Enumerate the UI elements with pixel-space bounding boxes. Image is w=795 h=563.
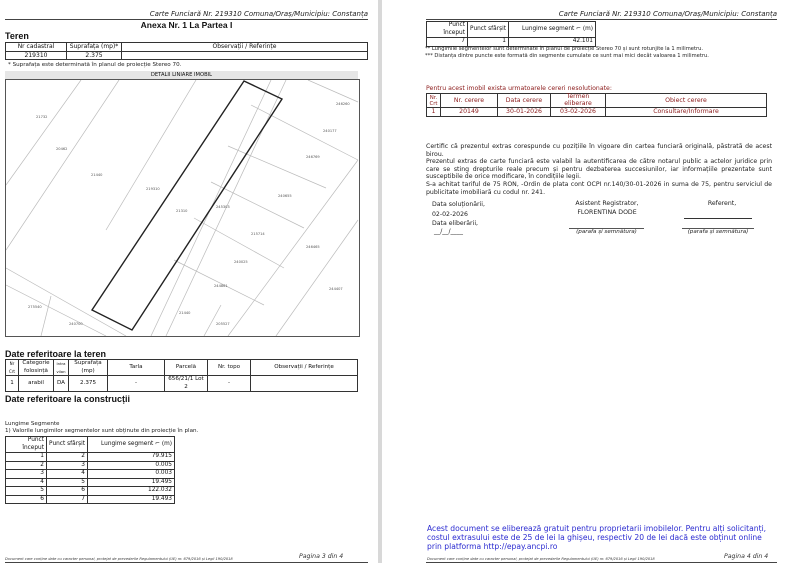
date-teren-table bbox=[5, 359, 358, 392]
col-header: Lungime segment ⌐ (m) bbox=[88, 437, 175, 453]
header-rule bbox=[426, 19, 777, 20]
col-header: Lungime segment ⌐ (m) bbox=[509, 22, 596, 38]
col-header: Punct început bbox=[6, 437, 47, 453]
cell: 3 bbox=[47, 461, 88, 470]
asistent-label: Asistent Registrator, bbox=[575, 200, 639, 207]
cell: 4 bbox=[47, 470, 88, 479]
teren-table bbox=[5, 42, 368, 60]
col-header: Punct început bbox=[427, 22, 468, 38]
parcel-map bbox=[5, 79, 360, 337]
svg-text:21440: 21440 bbox=[179, 311, 191, 315]
cell: 122.032 bbox=[88, 487, 175, 496]
col-header: Data cerere bbox=[498, 94, 551, 108]
cell: 7 bbox=[427, 38, 468, 47]
referent-signature-line bbox=[684, 218, 752, 219]
col-header: Tarla bbox=[108, 360, 165, 376]
page-4 bbox=[382, 0, 795, 563]
date-teren-heading: Date referitoare la teren bbox=[5, 349, 107, 359]
cell: 0.005 bbox=[88, 461, 175, 470]
svg-text:246260: 246260 bbox=[336, 102, 350, 106]
segments-table-continued bbox=[426, 21, 596, 47]
col-header: Suprafața (mp)* bbox=[67, 43, 122, 52]
cell: - bbox=[108, 376, 165, 392]
svg-text:219310: 219310 bbox=[146, 187, 160, 191]
data-solutionarii-label: Data soluționării, bbox=[432, 201, 485, 208]
parcel-map-drawing bbox=[6, 80, 359, 336]
lungime-title: Lungime Segmente bbox=[5, 421, 60, 427]
table-row bbox=[6, 495, 175, 504]
cell: 7 bbox=[47, 495, 88, 504]
col-header: Obiect cerere bbox=[606, 94, 767, 108]
svg-text:240655: 240655 bbox=[278, 194, 292, 198]
svg-text:240700: 240700 bbox=[69, 322, 83, 326]
footer-disclaimer: Document care conține date cu caracter personal, protejat de prevederile Regulamentului (UE) nr. 679/2016 și Legii 190/2018 bbox=[5, 557, 233, 561]
svg-text:21440: 21440 bbox=[91, 173, 103, 177]
col-header: Nr cadastral bbox=[6, 43, 67, 52]
free-document-notice: Acest document se eliberează gratuit pentru proprietarii imobilelor. Pentru alți solicitanți, costul extrasului este de 25 de lei la ghișeu, respectiv 20 de lei dacă este obținut online prin platforma http://epay.ancpi.ro bbox=[427, 524, 767, 551]
col-header: Nr. topo bbox=[208, 360, 251, 376]
footer-disclaimer: Document care conține date cu caracter personal, protejat de prevederile Regulamentului (UE) nr. 679/2016 și Legii 190/2018 bbox=[427, 557, 655, 561]
table-row bbox=[6, 461, 175, 470]
cell: 1 bbox=[427, 108, 441, 117]
svg-text:240025: 240025 bbox=[234, 260, 248, 264]
cell: 5 bbox=[6, 487, 47, 496]
col-header: Nr. cerere bbox=[441, 94, 498, 108]
cell: 03-02-2026 bbox=[551, 108, 606, 117]
cell: 19.493 bbox=[88, 495, 175, 504]
table-row bbox=[427, 38, 596, 47]
teren-heading: Teren bbox=[5, 31, 29, 41]
certify-paragraph: Certific că prezentul extras corespunde cu pozițiile în vigoare din cartea funciară originală, păstrată de acest birou. bbox=[426, 143, 772, 158]
cereri-heading: Pentru acest imobil exista urmatoarele cereri nesolutionate: bbox=[426, 85, 612, 92]
cell: 42.101 bbox=[509, 38, 596, 47]
parafa-referent: (parafa și semnătura) bbox=[682, 228, 754, 235]
page-3 bbox=[0, 0, 378, 563]
data-solutionarii-value: 02-02-2026 bbox=[432, 211, 468, 218]
table-row bbox=[427, 108, 767, 117]
col-header: Observații / Referințe bbox=[251, 360, 358, 376]
cell: 4 bbox=[6, 478, 47, 487]
cell: 6 bbox=[6, 495, 47, 504]
col-header: Nr. Crt bbox=[427, 94, 441, 108]
tariff-paragraph: S-a achitat tariful de 75 RON, -Ordin de plata cont OCPI nr.140/30-01-2026 in suma de 75, pentru serviciul de publicitate imobiliară cu codul nr. 241. bbox=[426, 181, 772, 196]
teren-note: * Suprafața este determinată în planul de proiecție Stereo 70. bbox=[8, 62, 182, 68]
cell: 2 bbox=[6, 461, 47, 470]
svg-text:245303: 245303 bbox=[216, 205, 230, 209]
col-header: Punct sfârșit bbox=[468, 22, 509, 38]
page-number: Pagina 4 din 4 bbox=[724, 553, 769, 560]
cell: 6 bbox=[47, 487, 88, 496]
date-constructii-heading: Date referitoare la construcții bbox=[5, 394, 131, 404]
page-number: Pagina 3 din 4 bbox=[299, 553, 344, 560]
cell: 2.375 bbox=[67, 51, 122, 60]
cell: 79.915 bbox=[88, 453, 175, 462]
svg-text:240177: 240177 bbox=[323, 129, 337, 133]
table-row bbox=[6, 51, 368, 60]
col-header: Punct sfârșit bbox=[47, 437, 88, 453]
asistent-name: FLORENTINA DODE bbox=[577, 209, 637, 216]
cell: 219310 bbox=[6, 51, 67, 60]
svg-text:275540: 275540 bbox=[28, 305, 42, 309]
cell: 19.495 bbox=[88, 478, 175, 487]
cell: arabil bbox=[19, 376, 54, 392]
col-header: Observații / Referințe bbox=[122, 43, 368, 52]
col-header: Nr Crt bbox=[6, 360, 19, 376]
cell: 30-01-2026 bbox=[498, 108, 551, 117]
svg-text:246465: 246465 bbox=[306, 245, 320, 249]
cell: DA bbox=[54, 376, 69, 392]
table-row bbox=[6, 376, 358, 392]
svg-text:205527: 205527 bbox=[216, 322, 230, 326]
col-header: Parcelă bbox=[165, 360, 208, 376]
cell: - bbox=[208, 376, 251, 392]
cell: 20149 bbox=[441, 108, 498, 117]
data-eliberarii-label: Data eliberării, bbox=[432, 220, 479, 227]
cell: 1 bbox=[6, 376, 19, 392]
note-rounding: ** Lungimile segmentelor sunt determinate în planul de proiecție Stereo 70 și sunt rotunjite la 1 milimetru. bbox=[425, 46, 704, 52]
table-row bbox=[6, 453, 175, 462]
cell: 1 bbox=[6, 453, 47, 462]
validity-paragraph: Prezentul extras de carte funciară este valabil la autentificarea de către notarul public a actelor juridice prin care se sting drepturile reale precum și pentru dezbaterea succesiunilor, iar informațiile prezentate sunt susceptibile de orice modificare, în condițiile legii. bbox=[426, 158, 772, 181]
table-row bbox=[6, 470, 175, 479]
page-title: Anexa Nr. 1 La Partea I bbox=[140, 20, 233, 30]
cell: 2.375 bbox=[69, 376, 108, 392]
cell: 3 bbox=[6, 470, 47, 479]
map-title: DETALII LINIARE IMOBIL bbox=[5, 71, 358, 79]
svg-text:215714: 215714 bbox=[251, 232, 265, 236]
svg-text:21310: 21310 bbox=[176, 209, 188, 213]
note-distance: *** Distanța dintre puncte este formată din segmente cumulate ce sunt mai mici decât valoarea 1 milimetru. bbox=[425, 53, 709, 59]
svg-text:246769: 246769 bbox=[306, 155, 320, 159]
cell bbox=[122, 51, 368, 60]
cell bbox=[251, 376, 358, 392]
parcel-label: 21732 bbox=[36, 115, 48, 119]
referent-label: Referent, bbox=[707, 200, 737, 207]
svg-text:20462: 20462 bbox=[56, 147, 68, 151]
page-header: Carte Funciară Nr. 219310 Comuna/Oraș/Municipiu: Constanța bbox=[558, 10, 777, 18]
segments-table bbox=[5, 436, 175, 504]
svg-text:244407: 244407 bbox=[329, 287, 343, 291]
data-eliberarii-value: __/__/____ bbox=[434, 228, 463, 235]
parafa-asistent: (parafa și semnătura) bbox=[569, 228, 644, 235]
cereri-table bbox=[426, 93, 767, 117]
col-header: Suprafața (mp) bbox=[69, 360, 108, 376]
cell: Consultare/Informare bbox=[606, 108, 767, 117]
cell: 656/21/1 Lot 2 bbox=[165, 376, 208, 392]
col-header: Intra vilan bbox=[54, 360, 69, 376]
lungime-note: 1) Valorile lungimilor segmentelor sunt obținute din proiecție în plan. bbox=[5, 428, 199, 434]
page-header: Carte Funciară Nr. 219310 Comuna/Oraș/Municipiu: Constanța bbox=[149, 10, 368, 18]
cell: 0.003 bbox=[88, 470, 175, 479]
cell: 5 bbox=[47, 478, 88, 487]
svg-text:244861: 244861 bbox=[214, 284, 228, 288]
table-row bbox=[6, 478, 175, 487]
col-header: Categorie folosință bbox=[19, 360, 54, 376]
col-header: Termen eliberare bbox=[551, 94, 606, 108]
cell: 1 bbox=[468, 38, 509, 47]
cell: 2 bbox=[47, 453, 88, 462]
table-row bbox=[6, 487, 175, 496]
